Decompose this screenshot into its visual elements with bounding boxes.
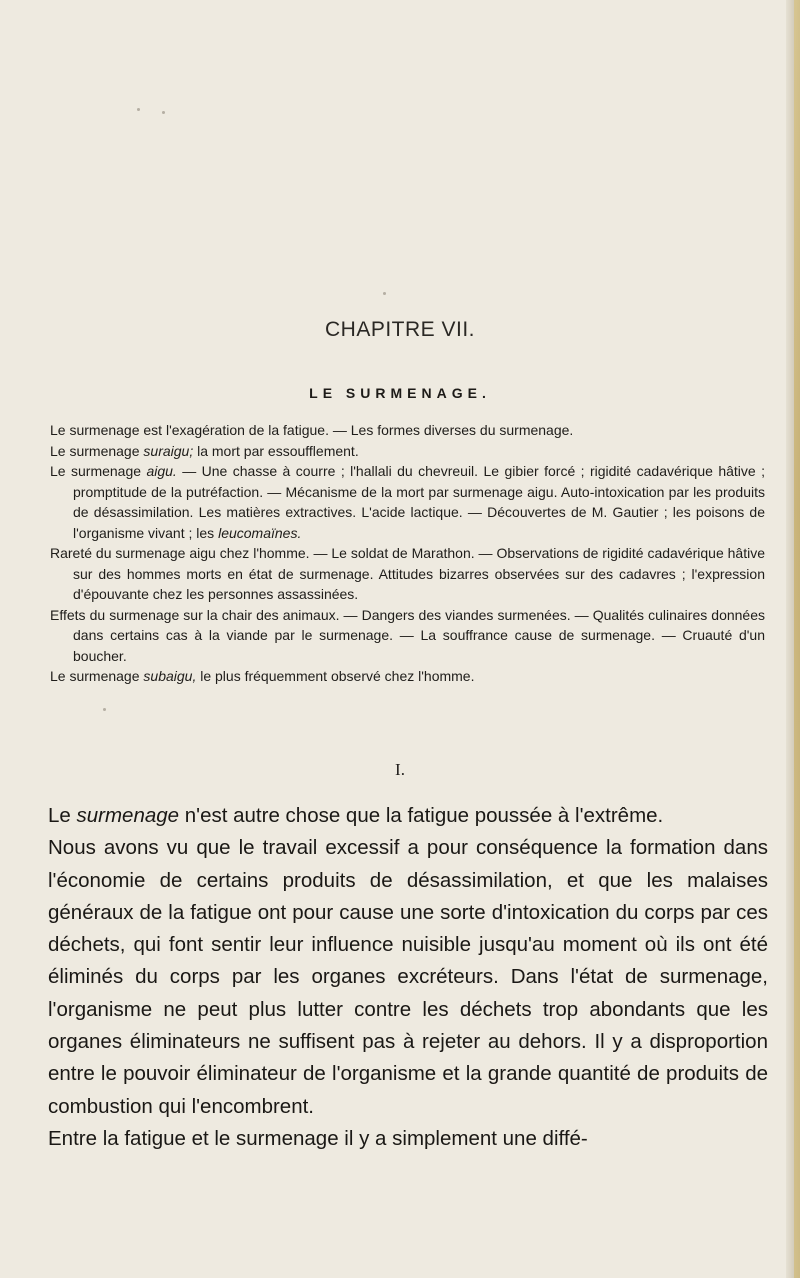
- body-text-run: Le: [48, 804, 77, 827]
- summary-text: — Une chasse à courre ; l'hallali du chevreuil. Le gibier forcé ; rigidité cadavérique hâtive ; promptitude de la putréfaction. — Mécanisme de la mort par surmenage aigu. Auto-intoxication par les produits de désassimilation. Les matières extractives. L'acide lactique. — Découvertes de M. Gautier ; les poisons de l'organisme vivant ; les: [73, 463, 765, 541]
- chapter-summary: [50, 420, 765, 687]
- chapter-title: CHAPITRE VII.: [324, 318, 476, 341]
- body-paragraph: Entre la fatigue et le surmenage il y a simplement une diffé-: [48, 1126, 588, 1150]
- summary-text: le plus fréquemment observé chez l'homme.: [196, 668, 475, 684]
- chapter-subtitle: LE SURMENAGE.: [309, 385, 491, 401]
- summary-emphasis: aigu.: [146, 463, 177, 479]
- summary-paragraph: Le surmenage est l'exagération de la fatigue. — Les formes diverses du surmenage.: [50, 422, 574, 438]
- body-text-run: n'est autre chose que la fatigue poussée à l'extrême.: [179, 804, 664, 827]
- body-text: [48, 800, 768, 1155]
- paper-speck: [103, 708, 106, 711]
- paper-speck: [137, 108, 140, 111]
- summary-paragraph: [50, 441, 765, 462]
- summary-text: Le surmenage: [50, 668, 144, 684]
- paper-speck: [162, 111, 165, 114]
- section-number: I.: [395, 760, 405, 779]
- body-paragraph: Nous avons vu que le travail excessif a pour conséquence la formation dans l'économie de certains produits de désassimilation, et que les malaises généraux de la fatigue ont pour cause une sorte d'intoxication du corps par ces déchets, qui font sentir leur influence nuisible jusqu'au moment où ils ont été éliminés du corps par les organes excréteurs. Dans l'état de surmenage, l'organisme ne peut plus lutter contre les déchets trop abondants que les organes éliminateurs ne suffisent pas à rejeter au dehors. Il y a disproportion entre le pouvoir éliminateur de l'organisme et la grande quantité de produits de combustion qui l'encombrent.: [48, 836, 768, 1118]
- summary-text: Le surmenage: [50, 442, 144, 459]
- paper-speck: [383, 292, 386, 295]
- summary-emphasis: suraigu;: [143, 442, 194, 459]
- summary-emphasis: leucomaïnes.: [218, 524, 302, 541]
- summary-text: la mort par essoufflement.: [193, 442, 359, 459]
- summary-paragraph: [50, 666, 765, 687]
- body-paragraph: [48, 800, 768, 832]
- gilt-edge: [794, 0, 800, 1278]
- body-emphasis: surmenage: [76, 804, 180, 827]
- summary-paragraph: [50, 461, 765, 543]
- summary-text: Le surmenage: [50, 463, 147, 479]
- summary-emphasis: subaigu,: [143, 668, 197, 684]
- summary-paragraph: Rareté du surmenage aigu chez l'homme. — Le soldat de Marathon. — Observations de rigidité cadavérique hâtive sur des hommes morts en état de surmenage. Attitudes bizarres observées sur des cadavres ; l'expression d'épouvante chez les personnes assassinées.: [50, 545, 765, 602]
- summary-paragraph: Effets du surmenage sur la chair des animaux. — Dangers des viandes surmenées. — Qualités culinaires données dans certains cas à la viande par le surmenage. — La souffrance cause de surmenage. — Cruauté d'un boucher.: [50, 606, 765, 664]
